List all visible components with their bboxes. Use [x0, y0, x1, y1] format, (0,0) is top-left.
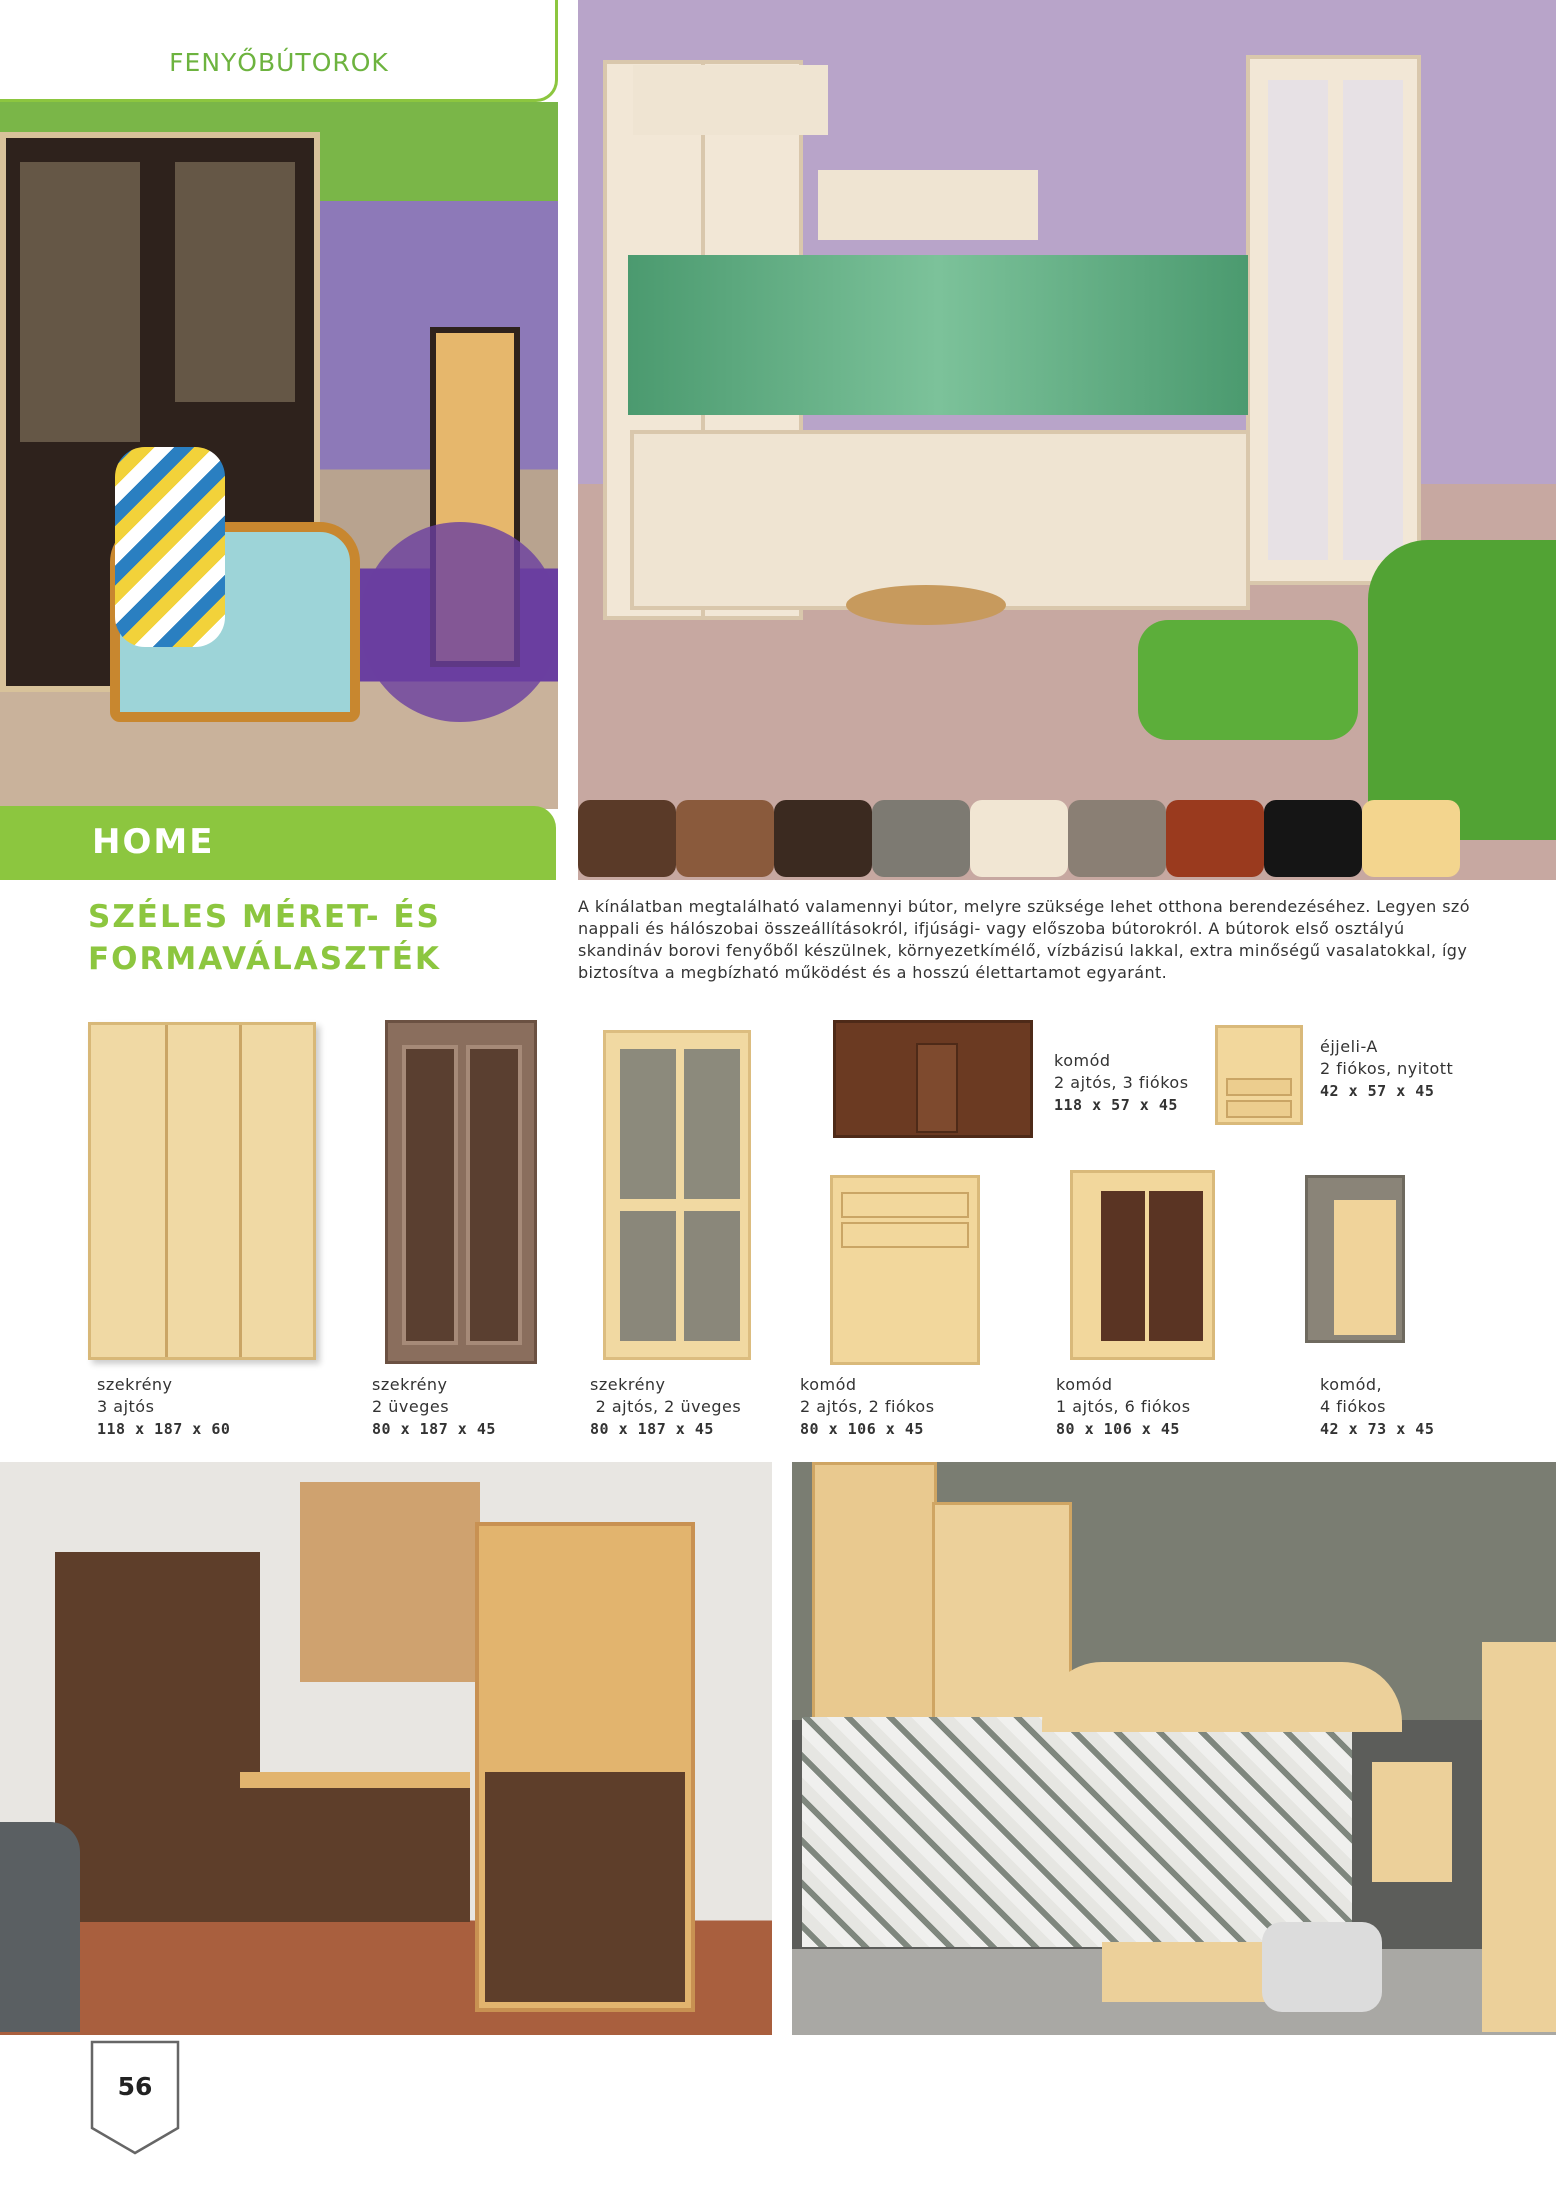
caption-dresser-4-drawer [1320, 1374, 1434, 1440]
home-title: HOME [92, 822, 215, 862]
caption-name: komód, [1320, 1375, 1383, 1394]
color-swatch-strip [578, 800, 1478, 877]
product-image-dresser-2-door-3-drawer [833, 1020, 1033, 1138]
caption-dimensions: 42 x 57 x 45 [1320, 1082, 1435, 1100]
color-swatch [1068, 800, 1166, 877]
photo-bedroom-pine [792, 1462, 1556, 2035]
caption-wardrobe-3-door [97, 1374, 230, 1440]
caption-detail: 2 üveges [372, 1397, 450, 1416]
product-image-cabinet-2-door-2-glass [603, 1030, 751, 1360]
caption-dresser-1-door-6-drawer [1056, 1374, 1191, 1440]
caption-detail: 2 ajtós, 2 üveges [590, 1397, 742, 1416]
caption-dresser-2-door-3-drawer [1054, 1050, 1189, 1116]
photo-room-dark-wood-set [0, 1462, 772, 2035]
caption-name: szekrény [590, 1375, 666, 1394]
caption-dimensions: 80 x 106 x 45 [1056, 1420, 1180, 1438]
color-swatch [970, 800, 1068, 877]
color-swatch [872, 800, 970, 877]
page-number: 56 [117, 2072, 153, 2101]
caption-nightstand [1320, 1036, 1453, 1102]
color-swatch [1264, 800, 1362, 877]
section-heading-line-2: FORMAVÁLASZTÉK [88, 941, 441, 977]
caption-dimensions: 42 x 73 x 45 [1320, 1420, 1435, 1438]
caption-dimensions: 118 x 57 x 45 [1054, 1096, 1178, 1114]
caption-dimensions: 80 x 187 x 45 [372, 1420, 496, 1438]
caption-dimensions: 118 x 187 x 60 [97, 1420, 231, 1438]
color-swatch [1166, 800, 1264, 877]
home-banner [0, 806, 556, 880]
photo-living-room-white-furniture [578, 0, 1556, 880]
caption-detail: 2 ajtós, 2 fiókos [800, 1397, 935, 1416]
product-image-wardrobe-3-door [88, 1022, 316, 1360]
caption-name: éjjeli-A [1320, 1037, 1378, 1056]
caption-name: komód [1054, 1051, 1111, 1070]
caption-detail: 4 fiókos [1320, 1397, 1386, 1416]
intro-paragraph: A kínálatban megtalálható valamennyi bútor, melyre szüksége lehet otthona berendezéséhez. Legyen szó nappali és hálószobai összeállításokról, ifjúsági- vagy előszoba bútorokról. A bútorok első osztályú skandináv borovi fenyőből készülnek, környezetkímélő, vízbázisú lakkal, extra minőségű vasalatokkal, így biztosítva a megbízható működést és a hosszú élettartamot egyaránt. [578, 897, 1470, 982]
product-image-cabinet-2-glass [385, 1020, 537, 1364]
caption-dimensions: 80 x 187 x 45 [590, 1420, 714, 1438]
caption-detail: 1 ajtós, 6 fiókos [1056, 1397, 1191, 1416]
caption-detail: 3 ajtós [97, 1397, 155, 1416]
section-heading [88, 896, 468, 980]
product-image-dresser-4-drawer [1305, 1175, 1405, 1343]
caption-detail: 2 ajtós, 3 fiókos [1054, 1073, 1189, 1092]
caption-name: szekrény [97, 1375, 173, 1394]
product-image-dresser-2-door-2-drawer [830, 1175, 980, 1365]
caption-name: szekrény [372, 1375, 448, 1394]
photo-living-room-dark-cabinets [0, 102, 558, 809]
caption-detail: 2 fiókos, nyitott [1320, 1059, 1454, 1078]
section-heading-line-1: SZÉLES MÉRET- ÉS [88, 899, 441, 935]
caption-name: komód [1056, 1375, 1113, 1394]
color-swatch [774, 800, 872, 877]
product-image-dresser-1-door-6-drawer [1070, 1170, 1215, 1360]
caption-cabinet-2-glass [372, 1374, 496, 1440]
color-swatch [578, 800, 676, 877]
color-swatch [1362, 800, 1460, 877]
color-swatch [676, 800, 774, 877]
caption-name: komód [800, 1375, 857, 1394]
caption-dimensions: 80 x 106 x 45 [800, 1420, 924, 1438]
caption-cabinet-2-door-2-glass [590, 1374, 741, 1440]
category-label: FENYŐBÚTOROK [169, 48, 389, 77]
caption-dresser-2-door-2-drawer [800, 1374, 935, 1440]
product-image-nightstand [1215, 1025, 1303, 1125]
